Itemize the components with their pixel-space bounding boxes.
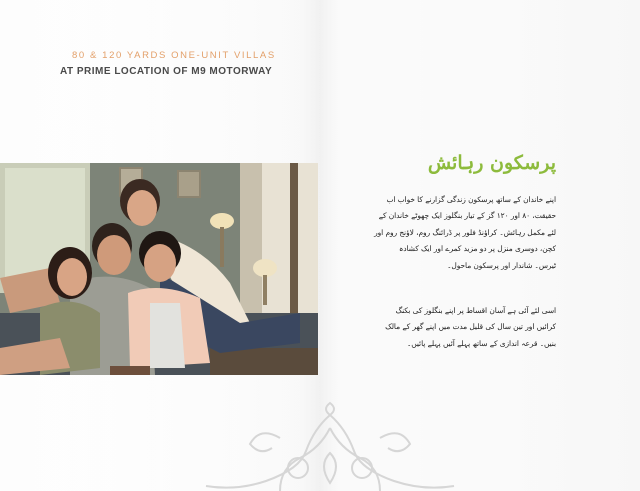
tagline-location: AT PRIME LOCATION OF M9 MOTORWAY — [60, 66, 273, 77]
ornament-decoration — [170, 398, 490, 491]
para2-line: اسی لئے آئی ہے آسان اقساط پر اپنے بنگلوز کی بکنگ — [395, 306, 556, 315]
para2-line: بنیں۔ قرعہ اندازی کے ساتھ پہلے آئیں پہلے پائیں۔ — [407, 338, 556, 348]
tagline-villas: 80 & 120 YARDS ONE-UNIT VILLAS — [72, 50, 276, 61]
para1-line: اپنے خاندان کے ساتھ پرسکون زندگی گزارنے کا خواب اب — [386, 195, 556, 204]
section-heading: پرسکون رہائش — [427, 152, 556, 174]
description-paragraph-1 — [334, 192, 556, 274]
para1-line: لئے مکمل رہائش۔ کراؤنڈ فلور پر ڈرائنگ روم، لاؤنج روم اور — [374, 227, 556, 237]
para2-line: کرائیں اور تین سال کی قلیل مدت میں اپنے گھر کے مالک — [385, 322, 556, 332]
family-photo — [0, 163, 318, 375]
description-paragraph-2 — [334, 303, 556, 352]
para1-line: حقیقت، ۸۰ اور ۱۲۰ گز کے تیار بنگلوز ایک چھوٹے خاندان کے — [378, 211, 556, 221]
family-illustration — [0, 163, 318, 375]
para1-line: ٹیرس۔ شاندار اور پرسکون ماحول۔ — [447, 260, 556, 270]
para1-line: کچن، دوسری منزل پر دو مزید کمرے اور ایک کشادہ — [398, 244, 556, 254]
